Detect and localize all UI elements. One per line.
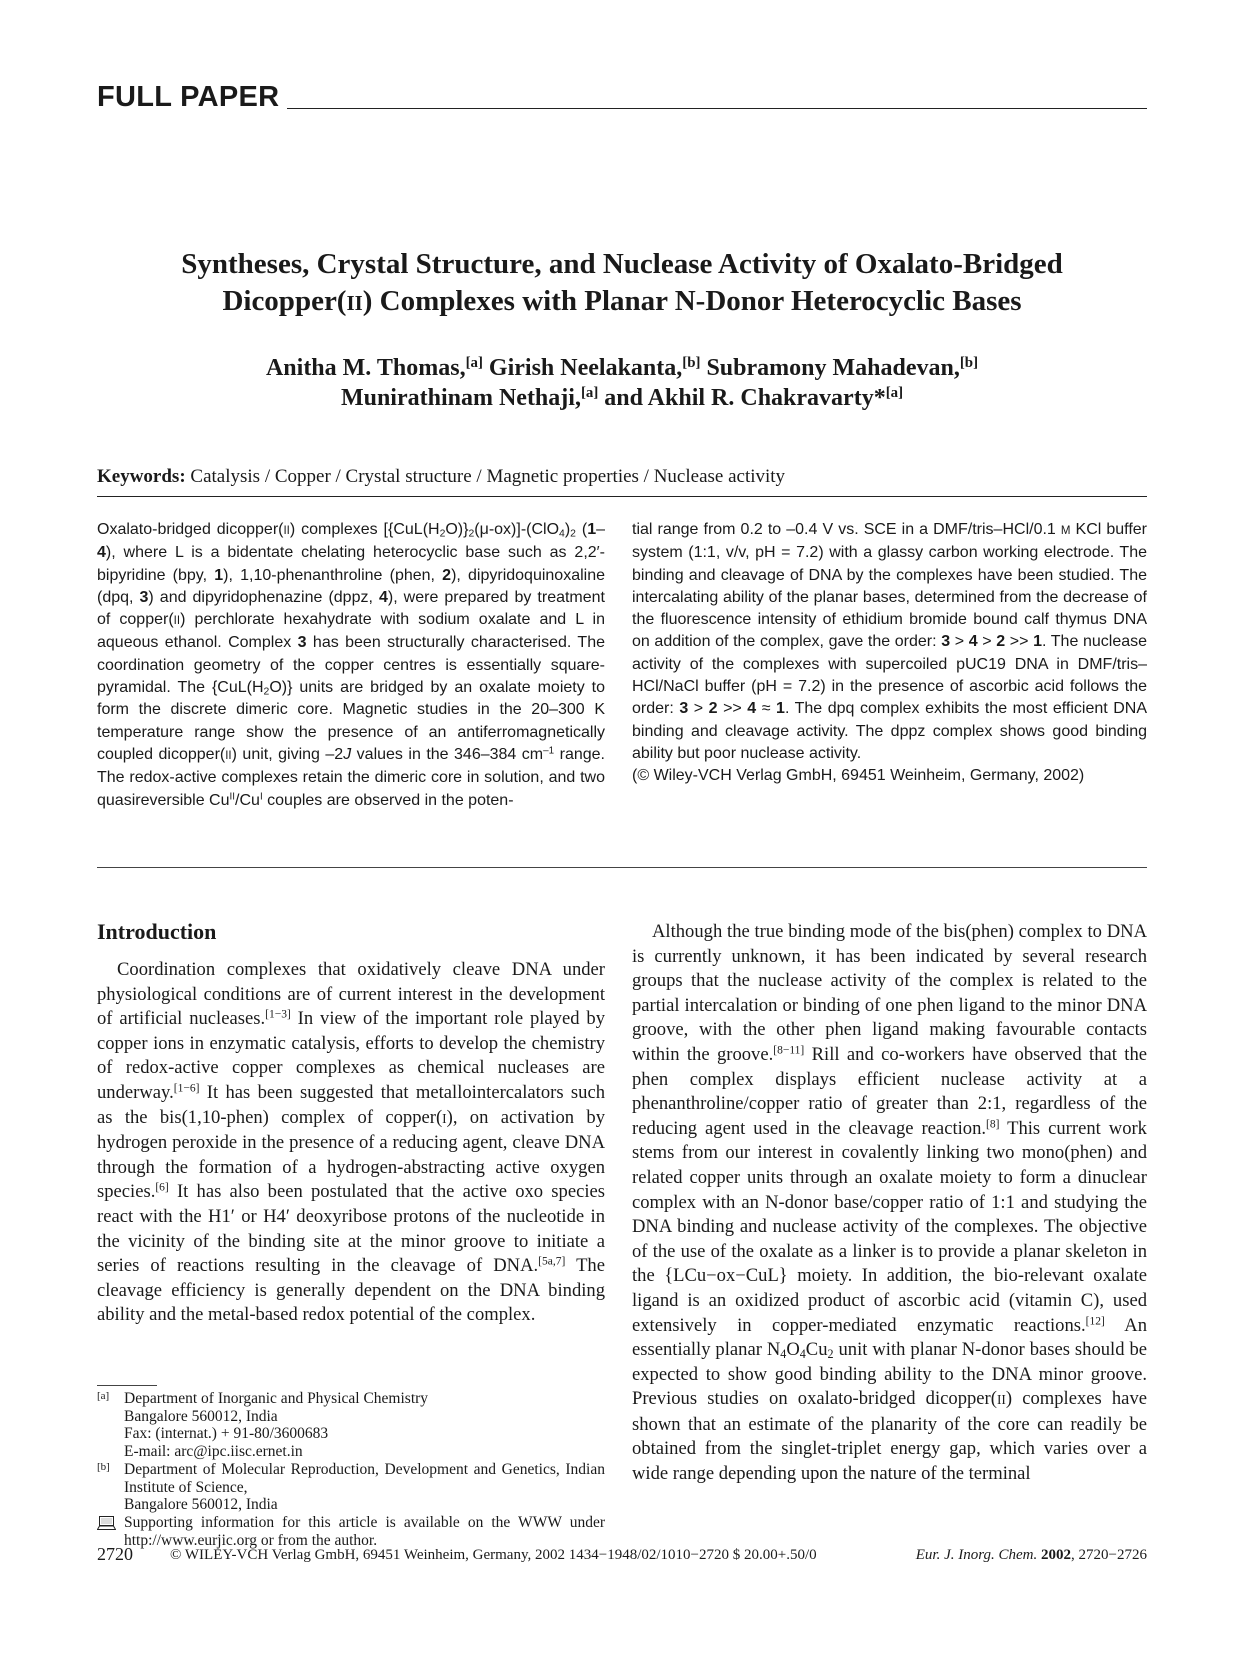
abstract-text: Oxalato-bridged dicopper(II) complexes $[\{CuL(H_2O)\}_2(\mu-ox)]-(ClO_4)_2$ (1–4), where L is a bidentate chelating heterocyclic base such as 2,2′-bipyridine (bpy, 1), 1,10-phenanthroline (phen, 2), dipyridoquinoxaline (dpq, 3) and dipyridophenazine (dppz, 4), were prepared by treatment of copper(II) perchlorate hexahydrate with sodium oxalate and L in aqueous ethanol. Complex 3 has been structurally characterised. The coordination geometry of the copper centres is essentially square-pyramidal. The $\{CuL(H_2O)\}$ units are bridged by an oxalate moiety to form the discrete dimeric core. Magnetic studies in the 20–300 K temperature range show the presence of an antiferromagnetically coupled dicopper(II) unit, giving –2J values in the 346–384 $cm^{-1}$ range. The redox-active complexes retain the dimeric core in solution, and two quasireversible $Cu^{II}/Cu^I$ couples are observed in the poten-: [97, 521, 606, 809]
author-name: Subramony Mahadevan,: [700, 355, 960, 381]
abstract-left-column: [97, 519, 605, 812]
email: E-mail: arc@ipc.iisc.ernet.in: [124, 1443, 303, 1461]
abstract-rule: [97, 867, 1147, 868]
author-list: [97, 353, 1147, 413]
footnote-rule: [97, 1385, 157, 1386]
running-header: [97, 80, 1147, 116]
abstract-right-column: [632, 519, 1147, 788]
affiliation-b: [b] Department of Molecular Reproduction, Development and Genetics, Indian Institute of Science, Bangalore 560012, India: [97, 1460, 605, 1514]
title-line-1: Syntheses, Crystal Structure, and Nuclease Activity of Oxalato-Bridged: [181, 248, 1063, 280]
affiliations: [97, 1390, 605, 1549]
keywords-text: Catalysis / Copper / Crystal structure / Magnetic properties / Nuclease activity: [185, 466, 786, 487]
oxidation-state: II: [346, 291, 363, 315]
keywords-rule: [97, 496, 1147, 497]
title-line-2: Dicopper(II) Complexes with Planar N-Donor Heterocyclic Bases: [222, 285, 1022, 317]
author-name: Munirathinam Nethaji,: [340, 385, 581, 411]
author-line-1: Anitha M. Thomas,[a] Girish Neelakanta,[b] Subramony Mahadevan,[b]: [265, 354, 979, 381]
author-name: and Akhil R. Chakravarty*: [598, 385, 886, 411]
author-line-2: Munirathinam Nethaji,[a] and Akhil R. Chakravarty*[a]: [340, 384, 904, 411]
supporting-information: Supporting information for this article is available on the WWW under http://www.eurjic.org or from the author.: [97, 1514, 605, 1549]
affiliation-mark: [b]: [97, 1460, 110, 1473]
author-name: Girish Neelakanta,: [482, 355, 683, 381]
page-number: 2720: [97, 1544, 133, 1564]
journal-citation: Eur. J. Inorg. Chem. 2002, 2720−2726: [915, 1547, 1147, 1563]
introduction-right-column: Although the true binding mode of the bis(phen) complex to DNA is currently unknown, it has been indicated by several research groups that the nuclease activity of the complex is related to the partial intercalation or binding of one phen ligand to the minor DNA groove, with the other phen ligand making favourable contacts within the groove.[8−11] Rill and co-workers have observed that the phen complex displays efficient nuclease activity at a phenanthroline/copper ratio of greater than 2:1, regardless of the reducing agent used in the cleavage reaction.[8] This current work stems from our interest in covalently linking two mono(phen) and related copper units through an oxalate moiety to form a dinuclear complex with an N-donor base/copper ratio of 1:1 and studying the DNA binding and nuclease activity of the complexes. The objective of the use of the oxalate as a linker is to provide a planar skeleton in the {LCu−ox−CuL} moiety. In addition, the bio-relevant oxalate ligand is an oxidized product of ascorbic acid (vitamin C), used extensively in copper-mediated enzymatic reactions.[12] An essentially planar $N_4O_4Cu_2$ unit with planar N-donor bases should be expected to show good binding ability to the DNA minor groove. Previous studies on oxalato-bridged dicopper(II) complexes have shown that an estimate of the planarity of the core can readily be obtained from the singlet-triplet energy gap, which varies over a wide range depending upon the nature of the terminal: [632, 921, 1147, 1485]
keywords: [97, 465, 1147, 489]
keywords-label: Keywords:: [97, 466, 186, 487]
affiliation-a: [a] Department of Inorganic and Physical Chemistry Bangalore 560012, India Fax: (internat.) + 91-80/3600683 E-mail: arc@ipc.iisc.ernet.in: [97, 1390, 605, 1461]
paper-title: [97, 246, 1147, 322]
copyright-line: © WILEY-VCH Verlag GmbH, 69451 Weinheim, Germany, 2002 1434−1948/02/1010−2720 $ 20.00+.50/0: [170, 1547, 817, 1563]
introduction-left-column: Coordination complexes that oxidatively cleave DNA under physiological conditions are of current interest in the development of artificial nucleases.[1−3] In view of the important role played by copper ions in enzymatic catalysis, efforts to develop the chemistry of redox-active copper complexes as chemical nucleases are underway.[1−6] It has been suggested that metallointercalators such as the bis(1,10-phen) complex of copper(I), on activation by hydrogen peroxide in the presence of a reducing agent, cleave DNA through the formation of a hydrogen-abstracting active oxygen species.[6] It has also been postulated that the active oxo species react with the H1′ or H4′ deoxyribose protons of the nucleotide in the vicinity of the binding site at the minor groove to initiate a series of reactions resulting in the cleavage of DNA.[5a,7] The cleavage efficiency is generally dependent on the DNA binding ability and the metal-based redox potential of the complex.: [97, 959, 605, 1326]
affiliation-mark: [a]: [97, 1390, 110, 1402]
introduction-heading: Introduction: [97, 919, 217, 944]
abstract-text: tial range from 0.2 to –0.4 V vs. SCE in a DMF/tris–HCl/0.1 M KCl buffer system (1:1, v/v, pH = 7.2) with a glassy carbon working electrode. The binding and cleavage of DNA by the complexes have been studied. The intercalating ability of the planar bases, determined from the decrease of the fluorescence intensity of ethidium bromide bound calf thymus DNA on addition of the complex, gave the order: 3 > 4 > 2 >> 1. The nuclease activity of the complexes with supercoiled pUC19 DNA in DMF/tris–HCl/NaCl buffer (pH = 7.2) in the presence of ascorbic acid follows the order: 3 > 2 >> 4 ≈ 1. The dpq complex exhibits the most efficient DNA binding and cleavage activity. The dppz complex shows good binding ability but poor nuclease activity. (© Wiley-VCH Verlag GmbH, 69451 Weinheim, Germany, 2002): [632, 521, 1148, 785]
computer-icon: [97, 1516, 116, 1530]
author-name: Anitha M. Thomas,: [265, 355, 466, 381]
section-label: FULL PAPER: [97, 80, 287, 114]
